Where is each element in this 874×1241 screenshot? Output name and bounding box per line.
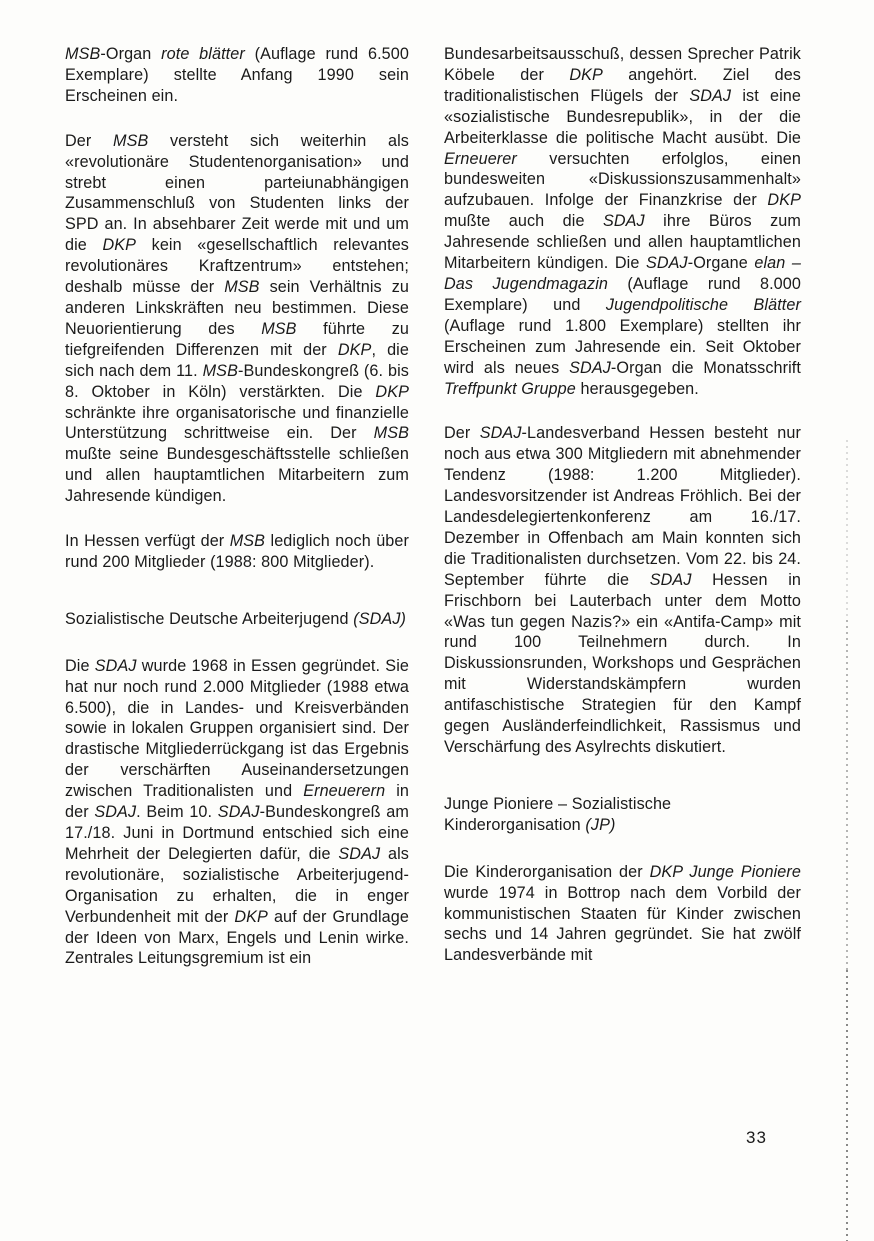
text-segment: -Bundeskongreß am 17./18. Juni in Dortmund entschied sich eine Mehrheit der Delegierten dafür, die [65,803,409,863]
body-paragraph [65,44,409,107]
italic-text-segment: rote blätter [161,45,245,63]
text-segment: . Beim 10. [136,803,218,822]
italic-text-segment: SDAJ [645,254,688,273]
italic-text-segment: DKP [375,382,409,401]
text-segment: -Bundeskongreß (6. bis 8. Oktober in Köln) verstärkten. Die [65,361,409,401]
italic-text-segment: MSB [229,532,266,551]
text-segment: Bundesarbeitsausschuß, dessen Sprecher Patrik Köbele der [444,45,801,84]
italic-text-segment: SDAJ [217,803,260,822]
text-segment: (Auflage rund 8.000 Exemplare) und [444,274,801,314]
text-segment: In Hessen verfügt der [65,532,230,551]
italic-text-segment: SDAJ [689,86,732,105]
text-segment: mußte seine Bundesgeschäftsstelle schließen und allen hauptamtlichen Mitarbeitern zum Jahresende kündigen. [65,445,409,506]
text-segment: -Organ [100,45,162,63]
section-heading [444,794,801,836]
italic-text-segment: MSB [112,131,149,150]
text-segment: angehört. Ziel des traditionalistischen Flügels der [444,65,801,105]
italic-text-segment: MSB [202,361,238,380]
italic-text-segment: DKP [337,340,372,359]
text-segment: Junge Pioniere – Sozialistische Kinderorganisation [444,794,672,834]
text-segment: führte zu tiefgreifenden Differenzen mit der [65,319,409,359]
italic-text-segment: SDAJ [649,570,692,589]
italic-text-segment: DKP [234,907,268,926]
italic-text-segment: Erneuerer [444,149,517,168]
text-segment: , die sich nach dem 11. [65,340,409,380]
body-paragraph [444,862,801,967]
italic-text-segment: MSB [261,319,297,338]
text-segment: ist eine «sozialistische Bundesrepublik», in der die Arbeiterklasse die politische Macht ausübt. Die [444,86,802,147]
text-segment: Der [444,424,480,443]
italic-text-segment: SDAJ [94,803,137,822]
text-segment: (Auflage rund 1.800 Exemplare) stellten ihr Erscheinen zum Jahresende ein. Seit Oktober wird als neues [444,316,801,377]
italic-text-segment: DKP [569,65,603,84]
body-paragraph [65,656,409,970]
text-columns [65,44,801,993]
text-segment: -Landesverband Hessen besteht nur noch aus etwa 300 Mitgliedern mit abnehmender Tendenz (1988: 1.200 Mitglieder). Landesvorsitzender ist Andreas Fröhlich. Bei der Landesdelegiertenkonferenz am 16./17. Dezember in Offenbach am Main konnten sich die Traditionalisten durchsetzen. Vom 22. bis 24. September führte die [444,424,801,589]
text-segment: herausgegeben. [575,379,699,398]
scan-edge-artifact [846,620,848,970]
italic-text-segment: MSB [373,424,409,443]
text-segment: kein «gesellschaftlich relevantes revolutionäres Kraftzentrum» entstehen; deshalb müsse der [65,236,409,297]
text-segment: ihre Büros zum Jahresende schließen und allen hauptamtlichen Mitarbeitern kündigen. Die [444,212,801,273]
text-segment: in der [65,782,409,822]
scan-edge-artifact [846,440,848,620]
body-paragraph [65,131,409,507]
italic-text-segment: SDAJ [338,844,381,863]
text-segment: (Auflage rund 6.500 Exemplare) stellte Anfang 1990 sein Erscheinen ein. [65,45,409,105]
italic-text-segment: SDAJ [479,424,522,443]
right-column [444,44,801,993]
text-segment: Hessen in Frischborn bei Lauterbach unter dem Motto «Was tun gegen Nazis?» ein «Antifa-Camp» mit rund 100 Teilnehmern durch. In Diskussionsrunden, Workshops und Gesprächen mit Widerstandskämpfern wurden antifaschistische Strategien für den Kampf gegen Ausländerfeindlichkeit, Rassismus und Verschärfung des Asylrechts diskutiert. [444,570,801,756]
italic-text-segment: MSB [65,45,101,63]
text-segment: Die Kinderorganisation der [444,862,650,881]
text-segment: lediglich noch über rund 200 Mitglieder (1988: 800 Mitglieder). [65,532,410,571]
italic-text-segment: elan – Das Jugendmagazin [444,254,801,293]
italic-text-segment: SDAJ [602,212,645,231]
text-segment: Die [65,656,95,675]
text-segment: -Organ die Monatsschrift [610,358,801,377]
text-segment: mußte auch die [444,212,603,231]
left-column [65,44,409,993]
italic-text-segment: Jugendpolitische Blätter [605,295,801,314]
body-paragraph [444,423,801,758]
text-segment: -Organe [687,254,755,273]
italic-text-segment: DKP [767,191,801,210]
italic-text-segment: DKP [102,236,137,255]
text-segment: versuchten erfolglos, einen bundesweiten «Diskussionszusammenhalt» aufzubauen. Infolge der Finanzkrise der [444,149,801,210]
italic-text-segment: (JP) [585,815,616,834]
scan-edge-artifact [846,970,848,1241]
text-segment: wurde 1974 in Bottrop nach dem Vorbild der kommunistischen Staaten für Kinder zwischen sechs und 14 Jahren gegründet. Sie hat zwölf Landesverbände mit [444,883,801,965]
text-segment: auf der Grundlage der Ideen von Marx, Engels und Lenin wirke. Zentrales Leitungsgremium ist ein [65,907,409,968]
italic-text-segment: Erneuerern [303,782,386,801]
italic-text-segment: SDAJ [94,656,137,675]
page-number: 33 [746,1128,767,1147]
text-segment: schränkte ihre organisatorische und finanzielle Unterstützung schrittweise ein. Der [65,403,409,443]
italic-text-segment: SDAJ [569,358,611,377]
italic-text-segment: MSB [224,278,260,297]
text-segment: als revolutionäre, sozialistische Arbeiterjugend-Organisation zu erhalten, die in enger Verbundenheit mit der [65,844,409,926]
section-heading [65,609,409,630]
italic-text-segment: DKP Junge Pioniere [649,862,801,881]
text-segment: Der [65,131,113,150]
italic-text-segment: Treffpunkt Gruppe [444,379,576,398]
text-segment: sein Verhältnis zu anderen Linkskräften neu bestimmen. Diese Neuorientierung des [65,278,409,338]
text-segment: wurde 1968 in Essen gegründet. Sie hat nur noch rund 2.000 Mitglieder (1988 etwa 6.500), die in Landes- und Kreisverbänden sowie in lokalen Gruppen organisiert sind. Der drastische Mitgliederrückgang ist das Ergebnis der verschärften Auseinandersetzungen zwischen Traditionalisten und [65,656,409,801]
body-paragraph [444,44,801,399]
body-paragraph [65,531,409,573]
text-segment: versteht sich weiterhin als «revolutionäre Studentenorganisation» und strebt einen parteiunabhängigen Zusammenschluß von Studenten links der SPD an. In absehbarer Zeit werde mit und um die [65,131,409,255]
text-segment: Sozialistische Deutsche Arbeiterjugend [65,609,354,628]
italic-text-segment: (SDAJ) [353,609,407,628]
